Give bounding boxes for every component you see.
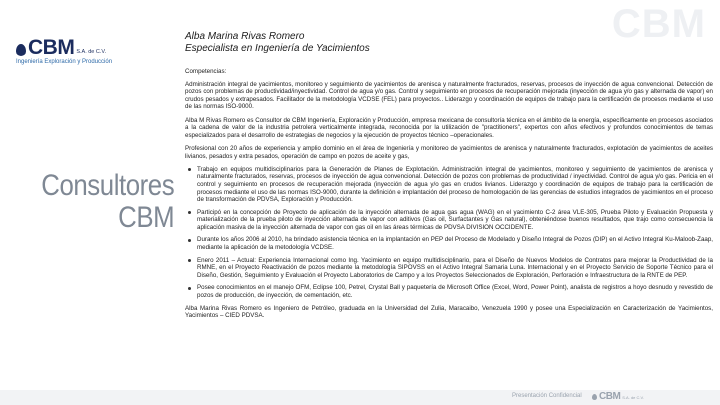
list-item: Enero 2011 – Actual: Experiencia Internacional como Ing. Yacimiento en equipo multidisciplinario, para el Diseño de Nuevos Modelos de Contratos para mejorar la Productividad de la RMNE, en el Proyecto Reactivación de pozos mediante la metodología SIPOVSS en el Activo Integral Samaria Luna. Internacional y en el Proyecto Servicio de Soporte Técnico para el Diseño, Gestión, Seguimiento y Evaluación el Proyecto Laboratorios de Campo y a los Proyectos Seleccionados de Exploración, Perforación e Infraestructura de la RNTE de PEP.: [185, 257, 713, 280]
oil-drop-icon: [592, 394, 597, 400]
side-brand-line1: Consultores: [41, 169, 175, 202]
side-brand: [28, 169, 175, 234]
footer-logo-suffix: S.A. de C.V.: [622, 395, 644, 400]
list-item: Posee conocimientos en el manejo OFM, Eclipse 100, Petrel, Crystal Ball y paquetería de Microsoft Office (Excel, Word, Power Point), analista de registros a hoyo desnudo y revestido de pozos de producción, de inyección, de cementación, etc.: [185, 284, 713, 299]
list-item: Participó en la concepción de Proyecto de aplicación de la inyección alternada de agua gas agua (WAG) en el yacimiento C-2 área VLE-305, Prueba Piloto y Evaluación Propuesta y materialización de la prueba piloto de inyección alternada de vapor con aditivos (Gas oil, Surfactantes y Gas natural), obteniéndose buenos resultados, que trajo como consecuencia la aplicación masiva de la inyección alternada de vapor con gas oil en las áreas térmicas de PDVSA DIVISION OCCIDENTE.: [185, 209, 713, 232]
watermark-logo: CBM: [611, 2, 706, 46]
side-brand-line2: CBM: [118, 201, 175, 234]
list-item: Durante los años 2006 al 2010, ha brindado asistencia técnica en la implantación en PEP del Proceso de Modelado y Diseño Integral de Pozos (DIP) en el Activo Integral Ku-Maloob-Zaap, mediante la aplicación de la metodología VCDSE.: [185, 236, 713, 251]
paragraph-competencias: Administración integral de yacimientos, monitoreo y seguimiento de yacimientos de arenisca y naturalmente fracturados, reservas, procesos de inyección de agua convencional. Detección de pozos con problemas de productividad/inyectividad. Control de agua y/o gas. Control y seguimiento en procesos de recuperación mejorada (inyección de agua y/o gas y alternada de vapor) en crudos pesados y extrapesados. Facilitador de la metodología VCDSE (FEL) para proyectos.. Liderazgo y coordinación de equipos de trabajo para la certificación de procesos mediante el uso de las normas ISO-9000.: [185, 80, 713, 111]
company-logo: [16, 38, 166, 65]
footer-logo-mark: CBM: [599, 391, 621, 402]
paragraph-experiencia: Profesional con 20 años de experiencia y amplio dominio en el área de Ingeniería y monitoreo de yacimientos de arenisca y naturalmente fracturados, explotación de yacimientos de aceites livianos, pesados y extra pesados, operación de campo en pozos de aceite y gas,: [185, 144, 713, 160]
logo-mark: CBM: [28, 36, 75, 59]
profile-name: Alba Marina Rivas Romero: [185, 31, 305, 42]
logo-suffix: S.A. de C.V.: [76, 49, 107, 55]
paragraph-education: Alba Marina Rivas Romero es Ingeniero de Petróleo, graduada en la Universidad del Zulia, Maracaibo, Venezuela 1990 y posee una Especialización en Caracterización de Yacimientos, Yacimientos – CIED PDVSA.: [185, 304, 713, 320]
profile-role: Especialista en Ingeniería de Yacimientos: [185, 43, 370, 54]
footer-logo: [592, 391, 644, 402]
oil-drop-icon: [16, 44, 26, 56]
footer-bar: [0, 390, 720, 405]
experience-list: [185, 166, 713, 300]
competencias-label: Competencias:: [185, 68, 227, 75]
list-item: Trabajo en equipos multidisciplinarios para la Generación de Planes de Explotación. Administración integral de yacimientos, monitoreo y seguimiento de yacimientos de arenisca y naturalmente fracturados, reservas, procesos de inyección de agua convencional. Detección de pozos con problemas de productividad / inyectividad. Control de agua y/o gas. Pericia en el control y seguimiento en procesos de recuperación mejorada (inyección de agua y/o gas en crudos livianos. Liderazgo y coordinación de equipos de trabajo para la certificación de procesos mediante el uso de las normas ISO-9000, durante la definición e implantación del proceso de homologación de las gerencias de estudios integrados de yacimientos en el proceso de transformación de PDVSA, Exploración y Producción.: [185, 166, 713, 204]
paragraph-consultor: Alba M Rivas Romero es Consultor de CBM Ingeniería, Exploración y Producción, empresa mexicana de consultoría técnica en el ámbito de la energía, específicamente en procesos asociados a la cadena de valor de la industria petrolera verticalmente integrada, reconocida por la utilización de "practitioners", expertos con años efectivos y profundos conocimientos de temas especializados para el desarrollo de estrategias de negocios y la ejecución de proyectos técnico –operacionales.: [185, 116, 713, 139]
profile-header: [185, 31, 370, 55]
footer-confidential: Presentación Confidencial: [512, 393, 582, 399]
profile-content: [185, 68, 713, 325]
logo-tagline: Ingeniería Exploración y Producción: [16, 59, 113, 65]
